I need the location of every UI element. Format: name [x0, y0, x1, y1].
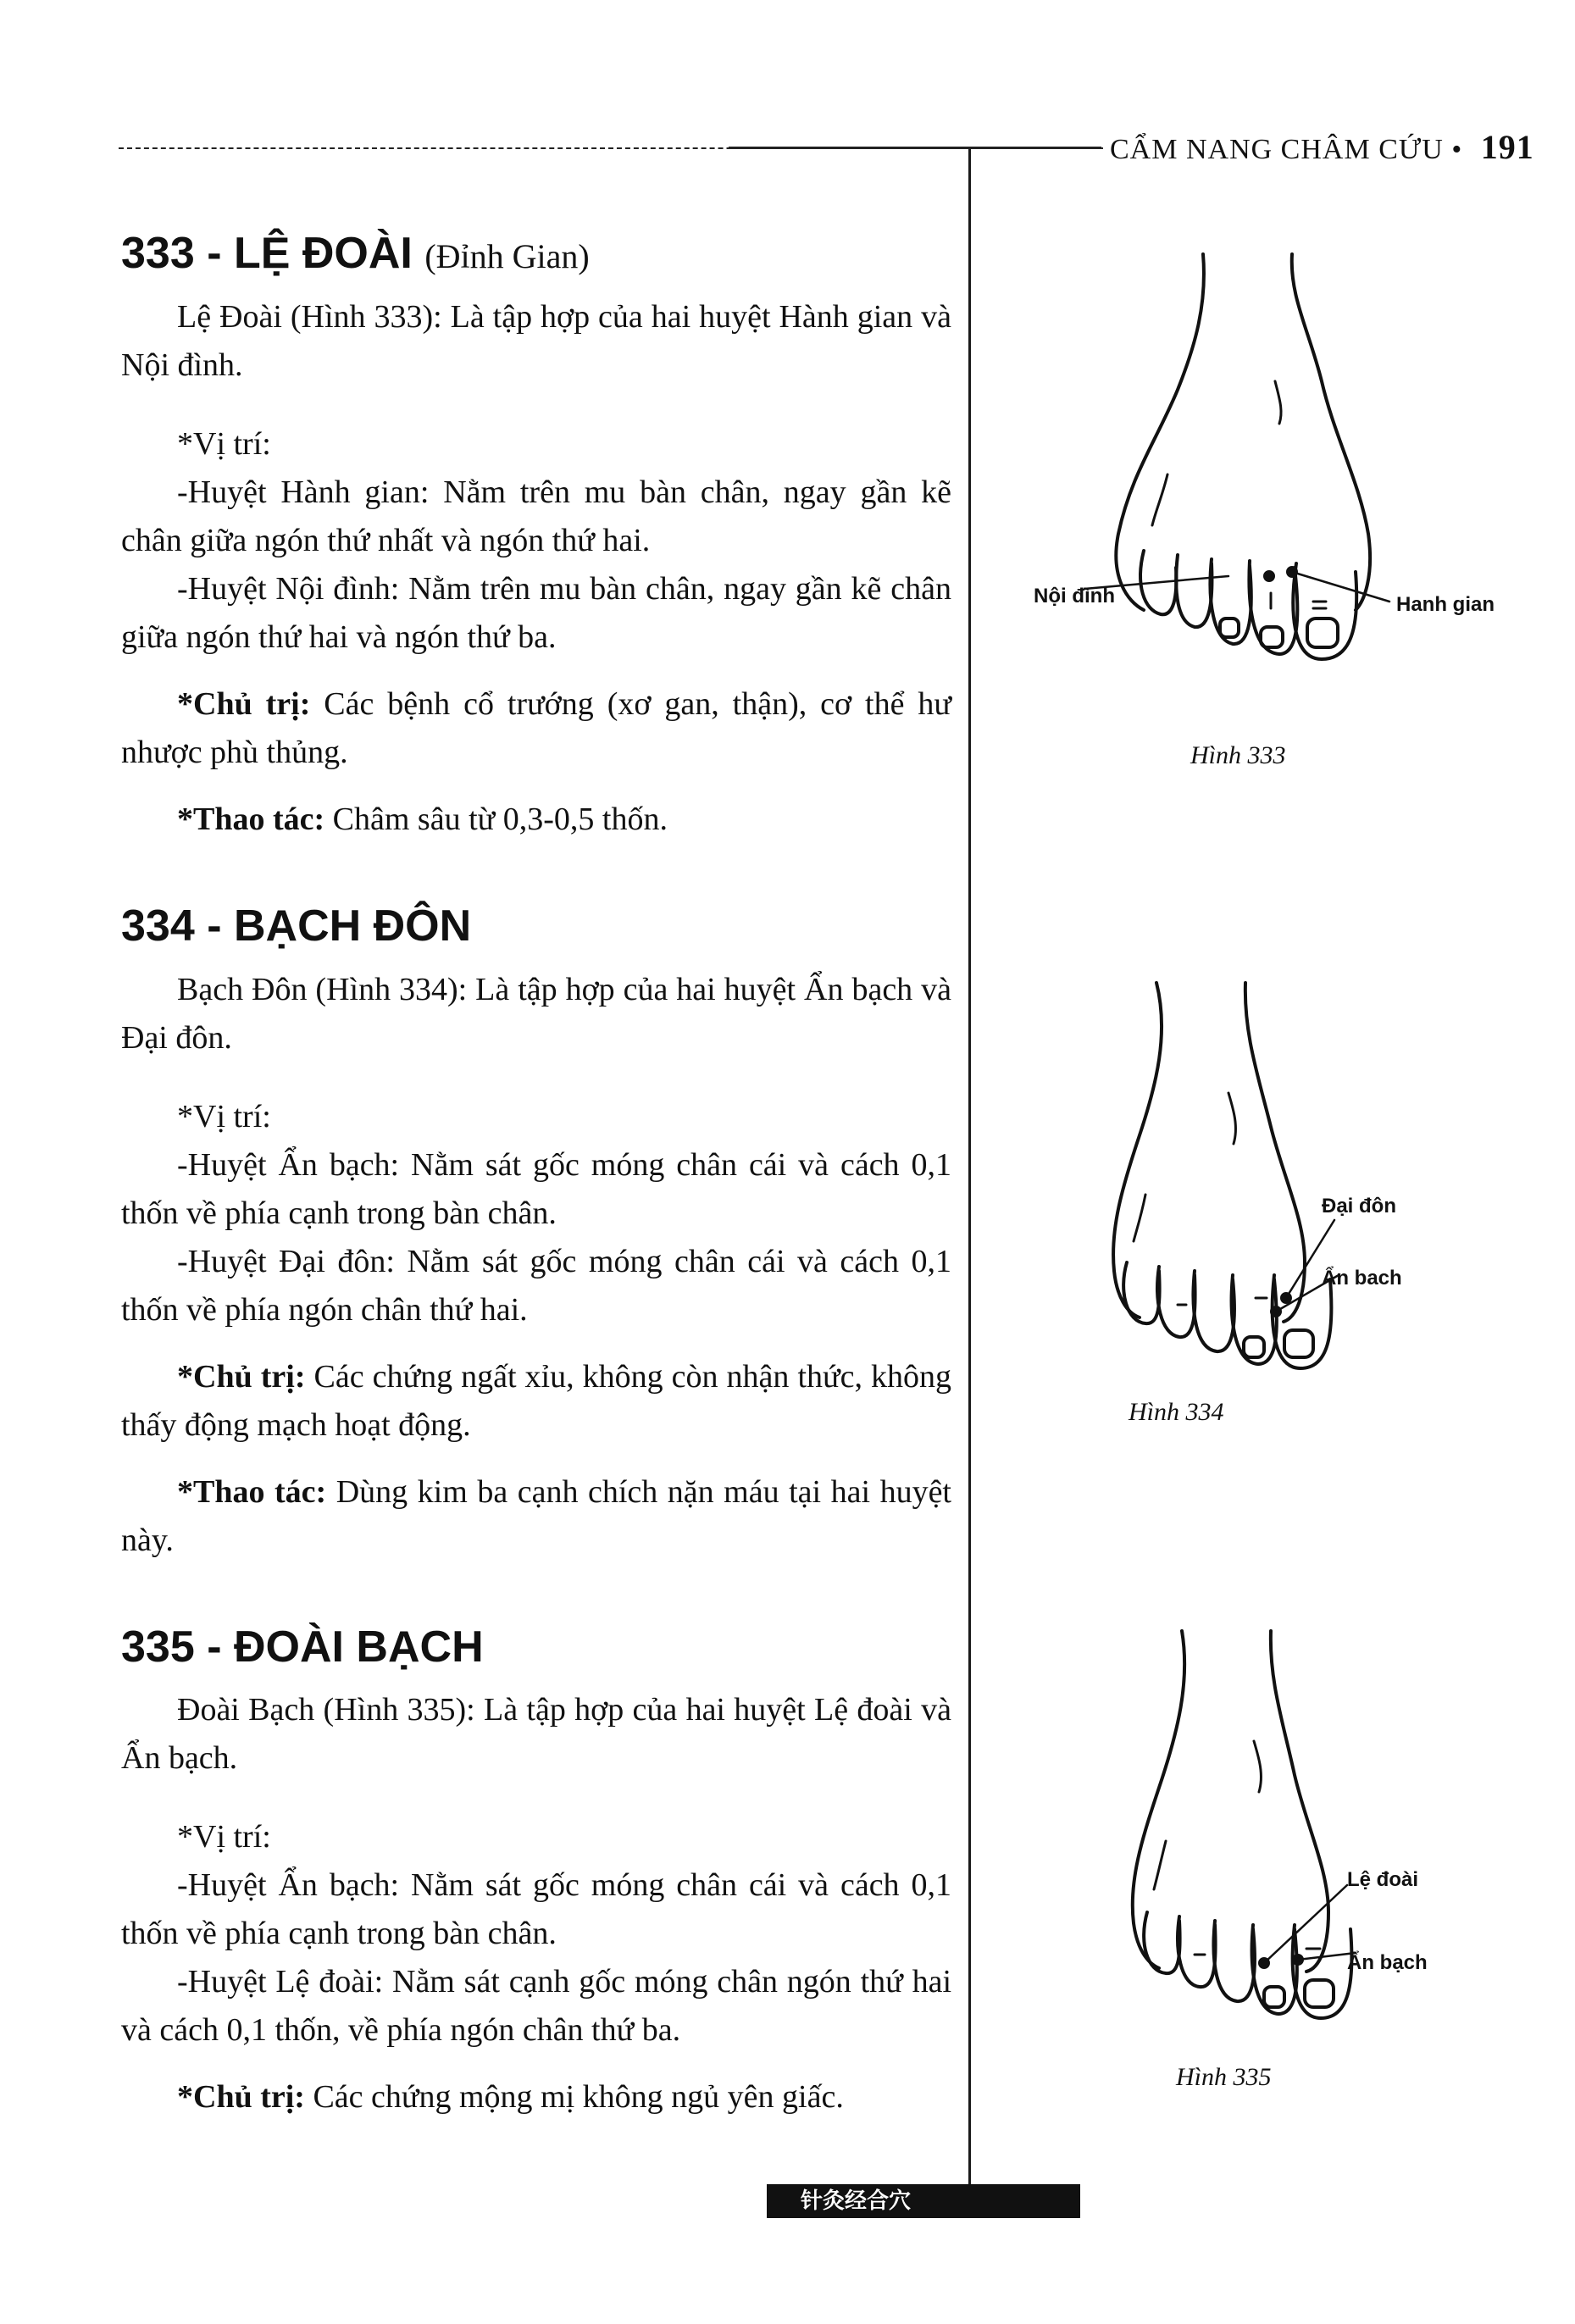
technique-text: Châm sâu từ 0,3-0,5 thốn.	[324, 801, 668, 837]
indication-label: *Chủ trị:	[177, 1358, 306, 1395]
location-item: -Huyệt Hành gian: Nằm trên mu bàn chân, ngay gần kẽ chân giữa ngón thứ nhất và ngón thứ hai.	[121, 474, 951, 558]
figure-333	[1034, 254, 1495, 779]
indication-label: *Chủ trị:	[177, 2079, 305, 2116]
indication-text: Các chứng mộng mị không ngủ yên giấc.	[304, 2079, 844, 2116]
heading-text: 334 - BẠCH ĐÔN	[121, 901, 472, 951]
indication-paragraph	[121, 680, 951, 777]
technique-label: *Thao tác:	[177, 801, 325, 837]
indication-text: Các chứng ngất xỉu, không còn nhận thức, không thấy động mạch hoạt động.	[121, 1358, 951, 1443]
acupoint-label: Lệ đoài	[1347, 1868, 1419, 1891]
location-item: -Huyệt Nội đình: Nằm trên mu bàn chân, ngay gần kẽ chân giữa ngón thứ hai và ngón thứ ba.	[121, 570, 951, 655]
location-item: -Huyệt Ẩn bạch: Nằm sát gốc móng chân cái và cách 0,1 thốn về phía cạnh trong bàn chân.	[121, 1867, 951, 1952]
acupoint-label: Nội đình	[1034, 585, 1115, 607]
technique-label: *Thao tác:	[177, 1473, 327, 1510]
indication-label: *Chủ trị:	[177, 685, 311, 722]
figure-335	[1110, 1631, 1466, 2105]
technique-paragraph	[121, 1468, 951, 1565]
location-label: *Vị trí:	[177, 1098, 271, 1134]
indication-text: Các bệnh cổ trướng (xơ gan, thận), cơ thể hư nhược phù thủng.	[121, 685, 951, 770]
location-label: *Vị trí:	[177, 425, 271, 462]
acupoint-label: Hanh gian	[1396, 593, 1495, 616]
figure-caption: Hình 335	[1176, 2063, 1272, 2091]
section-intro: Lệ Đoài (Hình 333): Là tập hợp của hai huyệt Hành gian và Nội đình.	[121, 298, 951, 383]
section-333	[121, 229, 951, 844]
location-item: -Huyệt Ẩn bạch: Nằm sát gốc móng chân cái và cách 0,1 thốn về phía cạnh trong bàn chân.	[121, 1146, 951, 1231]
heading-subtitle: (Đỉnh Gian)	[424, 237, 590, 275]
acupoint-label: Ẩn bạch	[1347, 1951, 1428, 1974]
acupoint-label: Đại đôn	[1322, 1195, 1396, 1217]
running-header	[1110, 127, 1534, 167]
page-number: 191	[1480, 128, 1534, 166]
heading-text: 335 - ĐOÀI BẠCH	[121, 1622, 484, 1672]
section-334	[121, 901, 951, 1565]
indication-paragraph	[121, 1353, 951, 1450]
figure-caption: Hình 334	[1129, 1398, 1224, 1426]
location-item: -Huyệt Đại đôn: Nằm sát gốc móng chân cái và cách 0,1 thốn về phía ngón chân thứ hai.	[121, 1243, 951, 1328]
acupoint-label: Ẩn bach	[1322, 1267, 1402, 1290]
column-divider	[968, 149, 971, 2191]
location-label: *Vị trí:	[177, 1819, 271, 1855]
indication-paragraph	[121, 2073, 951, 2122]
footer-bar: 针灸经合穴	[767, 2184, 1080, 2218]
book-title: CẨM NANG CHÂM CỨU	[1110, 134, 1444, 165]
header-separator: •	[1451, 134, 1463, 165]
section-heading	[121, 1622, 951, 1673]
heading-text: 333 - LỆ ĐOÀI	[121, 229, 413, 278]
figure-334	[1093, 983, 1449, 1457]
section-335	[121, 1622, 951, 2122]
technique-paragraph	[121, 796, 951, 844]
technique-text: Dùng kim ba cạnh chích nặn máu tại hai huyệt này.	[121, 1473, 951, 1558]
figure-caption: Hình 333	[1190, 741, 1286, 769]
header-rule-solid	[729, 147, 1101, 149]
foot-illustration-icon	[1093, 983, 1449, 1373]
section-intro: Đoài Bạch (Hình 335): Là tập hợp của hai huyệt Lệ đoài và Ẩn bạch.	[121, 1692, 951, 1777]
section-heading	[121, 901, 951, 952]
text-column	[121, 229, 951, 2122]
section-intro: Bạch Đôn (Hình 334): Là tập hợp của hai huyệt Ẩn bạch và Đại đôn.	[121, 971, 951, 1056]
section-heading	[121, 229, 951, 280]
location-item: -Huyệt Lệ đoài: Nằm sát cạnh gốc móng chân ngón thứ hai và cách 0,1 thốn, về phía ngón chân thứ ba.	[121, 1964, 951, 2049]
